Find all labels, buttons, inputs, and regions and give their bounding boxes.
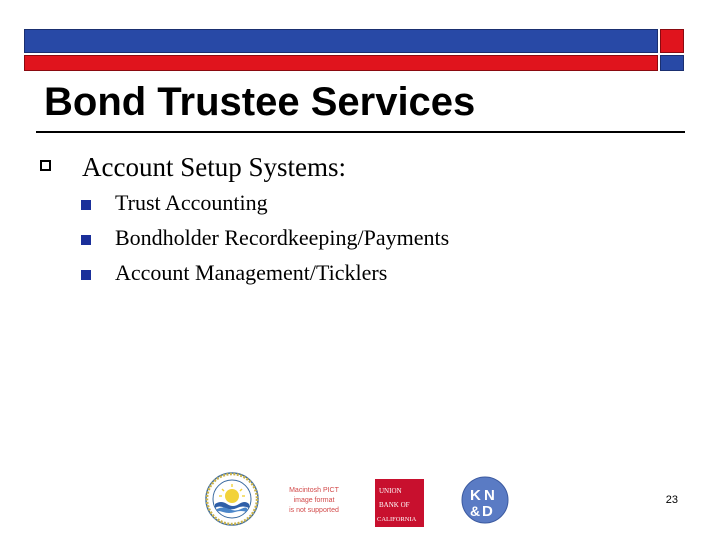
- header-bar-blue: [24, 29, 658, 53]
- main-bullet-text: Account Setup Systems:: [82, 152, 346, 182]
- square-bullet-icon: [81, 200, 91, 210]
- knd-letter: D: [482, 503, 493, 520]
- union-bank-line: BANK OF: [379, 501, 410, 509]
- sub-bullet-text: Account Management/Ticklers: [115, 260, 388, 285]
- union-bank-logo: [375, 479, 424, 527]
- union-bank-line: CALIFORNIA: [377, 516, 417, 523]
- page-number: 23: [665, 494, 678, 506]
- placeholder-line: image format: [293, 497, 335, 504]
- sub-bullet-text: Trust Accounting: [115, 190, 268, 215]
- sub-bullet-text: Bondholder Recordkeeping/Payments: [115, 225, 450, 250]
- knd-logo: [461, 476, 509, 524]
- header-decoration: [24, 29, 686, 73]
- knd-letter: N: [484, 487, 495, 504]
- placeholder-line: is not supported: [289, 507, 339, 514]
- header-bar-red: [24, 55, 658, 71]
- slide-title: Bond Trustee Services: [44, 80, 476, 124]
- square-bullet-icon: [81, 235, 91, 245]
- placeholder-line: Macintosh PICT: [289, 487, 339, 494]
- title-divider: [36, 131, 685, 133]
- seal-logo-icon: [205, 472, 259, 526]
- header-square-blue: [660, 55, 684, 71]
- knd-letter: &: [470, 503, 481, 519]
- square-bullet-icon: [81, 270, 91, 280]
- header-square-red: [660, 29, 684, 53]
- hollow-square-bullet-icon: [40, 160, 51, 171]
- union-bank-line: UNION: [379, 487, 402, 495]
- knd-letter: K: [470, 487, 481, 504]
- unsupported-image-placeholder: [288, 486, 340, 520]
